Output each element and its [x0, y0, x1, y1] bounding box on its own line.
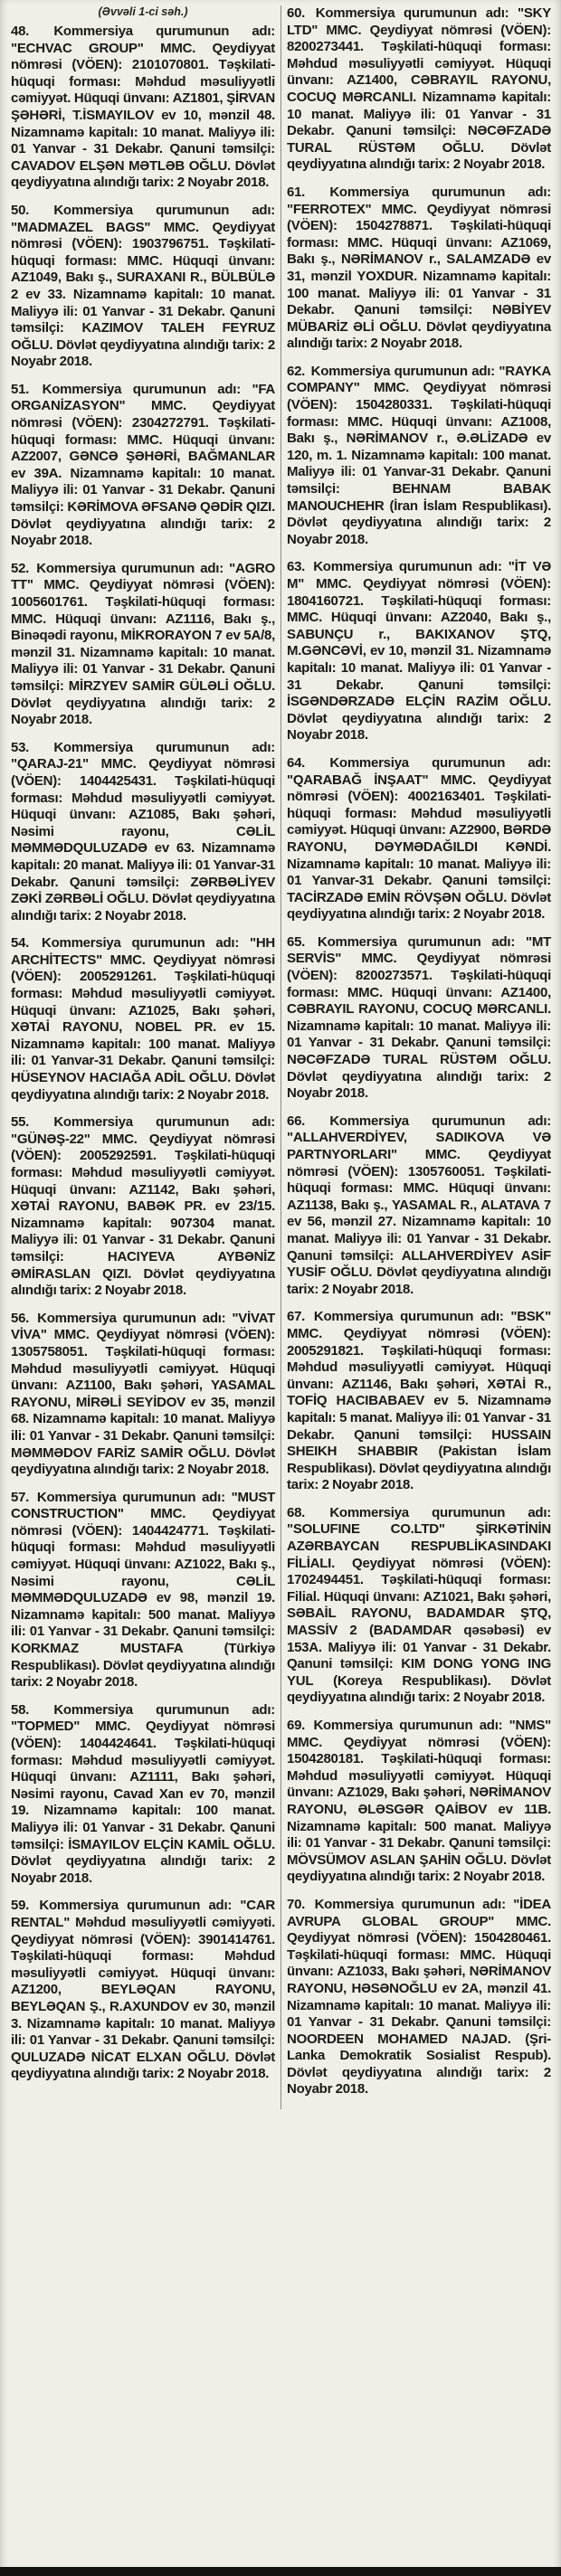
registry-entry-68	[287, 1505, 551, 1707]
registry-entry-57	[11, 1490, 275, 1691]
entry-text: Kommersiya qurumunun adı: "QARAJ-21" MMC. Qeydiyyat nömrəsi (VÖEN): 1404425431. Təşkilati-hüquqi forması: Məhdud məsuliyyətli cəmiyyət. Hüquqi ünvanı: AZ1085, Bakı şəhəri, Nəsimi rayonu, CƏLİL MƏMMƏDQULUZADƏ ev 63. Nizamnamə kapitalı: 20 manat. Maliyyə ili: 01 Yanvar-31 Dekabr. Qanuni təmsilçi: ZƏRBƏLİYEV ZƏKİ ZƏRBƏLİ OĞLU. Dövlət qeydiyyatına alındığı tarix: 2 Noyabr 2018.	[11, 739, 276, 923]
entry-number: 52.	[11, 560, 30, 576]
entry-number: 62.	[287, 363, 306, 379]
entry-number: 57.	[11, 1489, 30, 1505]
registry-entry-51	[11, 382, 275, 550]
registry-entry-69	[287, 1718, 551, 1886]
entry-number: 54.	[11, 935, 30, 952]
two-column-layout	[11, 5, 552, 2109]
entry-text: Kommersiya qurumunun adı: "FA ORGANİZASYON" MMC. Qeydiyyat nömrəsi (VÖEN): 2304272791. Təşkilati-hüquqi forması: MMC. Hüquqi ünvanı: AZ2007, GƏNCƏ ŞƏHƏRİ, BAĞMANLAR ev 39A. Nizamnamə kapitalı: 10 manat. Maliyyə ili: 01 Yanvar - 31 Dekabr. Qanuni təmsilçi: KƏRİMOVA ƏFSANƏ QƏDİR QIZI. Dövlət qeydiyyatına alındığı tarix: 2 Noyabr 2018.	[11, 381, 276, 549]
entry-text: Kommersiya qurumunun adı: "NMS" MMC. Qeydiyyat nömrəsi (VÖEN): 1504280181. Təşkilati-hüquqi forması: Məhdud məsuliyyətli cəmiyyət. Hüquqi ünvanı: AZ1029, Bakı şəhəri, NƏRİMANOV RAYONU, ƏLƏSGƏR QAİBOV ev 11B. Nizamnamə kapitalı: 500 manat. Maliyyə ili: 01 Yanvar - 31 Dekabr. Qanuni təmsilçi: MÖVSÜMOV ASLAN ŞAHİN OĞLU. Dövlət qeydiyyatına alındığı tarix: 2 Noyabr 2018.	[287, 1718, 551, 1885]
entry-text: Kommersiya qurumunun adı: "BSK" MMC. Qeydiyyat nömrəsi (VÖEN): 2005291821. Təşkilati-hüquqi forması: Məhdud məsuliyyətli cəmiyyət. Hüquqi ünvanı: AZ1146, Bakı şəhəri, XƏTAİ R., TOFİQ HACIBABAEV ev 5. Nizamnamə kapitalı: 5 manat. Maliyyə ili: 01 Yanvar - 31 Dekabr. Qanuni təmsilçi: HUSSAIN SHEIKH SHABBIR (Pakistan İslam Respublikası). Dövlət qeydiyyatına alındığı tarix: 2 Noyabr 2018.	[287, 1309, 552, 1493]
registry-entry-56	[11, 1311, 275, 1479]
registry-entry-55	[11, 1114, 275, 1300]
entry-text: Kommersiya qurumunun adı: "İT VƏ M" MMC. Qeydiyyat nömrəsi (VÖEN): 1804160721. Təşkilati-hüquqi forması: MMC. Hüquqi ünvanı: AZ2040, Bakı ş., SABUNÇU r., BAKIXANOV ŞTQ, M.GƏNCƏVİ, ev 10, mənzil 31. Nizamnamə kapitalı: 10 manat. Maliyyə ili: 01 Yanvar - 31 Dekabr. Qanuni təmsilçi: İSGƏNDƏRZADƏ ELÇİN RAZİM OĞLU. Dövlət qeydiyyatına alındığı tarix: 2 Noyabr 2018.	[287, 559, 551, 743]
entry-text: Kommersiya qurumunun adı: "AGRO TT" MMC. Qeydiyyat nömrəsi (VÖEN): 1005601761. Təşkilati-hüquqi forması: MMC. Hüquqi ünvanı: AZ1116, Bakı ş., Binəqədi rayonu, MİKRORAYON 7 ev 5A/8, mənzil 31. Nizamnamə kapitalı: 10 manat. Maliyyə ili: 01 Yanvar - 31 Dekabr. Qanuni təmsilçi: MİRZYEV SAMİR GÜLƏLİ OĞLU. Dövlət qeydiyyatına alındığı tarix: 2 Noyabr 2018.	[11, 560, 275, 728]
left-column	[11, 5, 275, 2109]
entry-text: Kommersiya qurumunun adı: "MT SERVİS" MMC. Qeydiyyat nömrəsi (VÖEN): 8200273571. Təşkilati-hüquqi forması: MMC. Hüquqi ünvanı: AZ1400, CƏBRAYIL RAYONU, COCUQ MƏRCANLI. Nizamnamə kapitalı: 10 manat. Maliyyə ili: 01 Yanvar - 31 Dekabr. Qanuni təmsilçi: NƏCƏFZADƏ TURAL RÜSTƏM OĞLU. Dövlət qeydiyyatına alındığı tarix: 2 Noyabr 2018.	[287, 933, 552, 1102]
registry-entry-61	[287, 185, 551, 353]
entry-text: Kommersiya qurumunun adı: "CAR RENTAL" Məhdud məsuliyyətli cəmiyyəti. Qeydiyyat nömrəsi (VÖEN): 3901414761. Təşkilati-hüquqi forması: Məhdud məsuliyyətli cəmiyyət. Hüquqi ünvanı: AZ1200, BEYLƏQAN RAYONU, BEYLƏQAN Ş., R.AXUNDOV ev 30, mənzil 3. Nizamnamə kapitalı: 10 manat. Maliyyə ili: 01 Yanvar - 31 Dekabr. Qanuni təmsilçi: QULUZADƏ NİCAT ELXAN OĞLU. Dövlət qeydiyyatına alındığı tarix: 2 Noyabr 2018.	[11, 1898, 275, 2082]
entry-number: 60.	[287, 5, 306, 21]
entry-number: 70.	[287, 1896, 306, 1912]
registry-entry-70	[287, 1897, 551, 2098]
entry-number: 56.	[11, 1310, 30, 1326]
entry-text: Kommersiya qurumunun adı: "ECHVAC GROUP" MMC. Qeydiyyat nömrəsi (VÖEN): 2101070801. Təşkilati-hüquqi forması: Məhdud məsuliyyətli cəmiyyət. Hüquqi ünvanı: AZ1801, ŞİRVAN ŞƏHƏRİ, T.İSMAYILOV ev 10, mənzil 48. Nizamnamə kapitalı: 10 manat. Maliyyə ili: 01 Yanvar - 31 Dekabr. Qanuni təmsilçi: CAVADOV ELŞƏN MƏTLƏB OĞLU. Dövlət qeydiyyatına alındığı tarix: 2 Noyabr 2018.	[11, 24, 276, 191]
entry-text: Kommersiya qurumunun adı: "RAYKA COMPANY" MMC. Qeydiyyat nömrəsi (VÖEN): 1504280331. Təşkilati-hüquqi forması: MMC. Hüquqi ünvanı: AZ1008, Bakı ş., NƏRİMANOV r., Ə.ƏLİZADƏ ev 120, m. 1. Nizamnamə kapitalı: 100 manat. Maliyyə ili: 01 Yanvar-31 Dekabr. Qanuni təmsilçi: BEHNAM BABAK MANOUCHEHR (İran İslam Respublikası). Dövlət qeydiyyatına alındığı tarix: 2 Noyabr 2018.	[287, 363, 551, 547]
registry-entry-52	[11, 561, 275, 729]
entry-text: Kommersiya qurumunun adı: "VİVAT VİVA" MMC. Qeydiyyat nömrəsi (VÖEN): 1305758051. Təşkilati-hüquqi forması: Məhdud məsuliyyətli cəmiyyət. Hüquqi ünvanı: AZ1100, Bakı şəhəri, YASAMAL RAYONU, MİRƏLİ SEYİDOV ev 35, mənzil 68. Nizamnamə kapitalı: 10 manat. Maliyyə ili: 01 Yanvar - 31 Dekabr. Qanuni təmsilçi: MƏMMƏDOV FARİZ SAMİR OĞLU. Dövlət qeydiyyatına alındığı tarix: 2 Noyabr 2018.	[11, 1310, 275, 1478]
entry-number: 53.	[11, 739, 30, 755]
bottom-rule	[0, 2567, 561, 2576]
entry-text: Kommersiya qurumunun adı: "TOPMED" MMC. Qeydiyyat nömrəsi (VÖEN): 1404424641. Təşkilati-hüquqi forması: Məhdud məsuliyyətli cəmiyyət. Hüquqi ünvanı: AZ1111, Bakı şəhəri, Nəsimi rayonu, Cavad Xan ev 70, mənzil 19. Nizamnamə kapitalı: 100 manat. Maliyyə ili: 01 Yanvar - 31 Dekabr. Qanuni təmsilçi: İSMAYILOV ELÇİN KAMİL OĞLU. Dövlət qeydiyyatına alındığı tarix: 2 Noyabr 2018.	[11, 1701, 276, 1886]
entry-number: 59.	[11, 1898, 30, 1914]
registry-entry-53	[11, 740, 275, 925]
entry-text: Kommersiya qurumunun adı: "SOLUFINE CO.LTD" ŞİRKƏTİNİN AZƏRBAYCAN RESPUBLİKASINDAKI FİLİALI. Qeydiyyat nömrəsi (VÖEN): 1702494451. Təşkilati-hüquqi forması: Filial. Hüquqi ünvanı: AZ1021, Bakı şəhəri, SƏBAİL RAYONU, BADAMDAR ŞTQ, MASSİV 2 (BADAMDAR qəsəbəsi) ev 153A. Maliyyə ili: 01 Yanvar - 31 Dekabr. Qanuni təmsilçi: KIM DONG YONG ING YUL (Koreya Respublikası). Dövlət qeydiyyatına alındığı tarix: 2 Noyabr 2018.	[287, 1504, 552, 1706]
entry-text: Kommersiya qurumunun adı: "MADMAZEL BAGS" MMC. Qeydiyyat nömrəsi (VÖEN): 1903796751. Təşkilati-hüquqi forması: MMC. Hüquqi ünvanı: AZ1049, Bakı ş., SURAXANI R., BÜLBÜLƏ 2 ev 33. Nizamnamə kapitalı: 10 manat. Maliyyə ili: 01 Yanvar - 31 Dekabr. Qanuni təmsilçi: KAZIMOV TALEH FEYRUZ OĞLU. Dövlət qeydiyyatına alındığı tarix: 2 Noyabr 2018.	[11, 202, 276, 370]
entry-text: Kommersiya qurumunun adı: "QARABAĞ İNŞAAT" MMC. Qeydiyyat nömrəsi (VÖEN): 4002163401. Təşkilati-hüquqi forması: Məhdud məsuliyyətli cəmiyyət. Hüquqi ünvanı: AZ2900, BƏRDƏ RAYONU, DƏYMƏDAĞILDI KƏNDİ. Nizamnamə kapitalı: 10 manat. Maliyyə ili: 01 Yanvar-31 Dekabr. Qanuni təmsilçi: TACİRZADƏ EMİN RÖVŞƏN OĞLU. Dövlət qeydiyyatına alındığı tarix: 2 Noyabr 2018.	[287, 754, 552, 923]
registry-entry-63	[287, 559, 551, 744]
entry-text: Kommersiya qurumunun adı: "FERROTEX" MMC. Qeydiyyat nömrəsi (VÖEN): 1504278871. Təşkilati-hüquqi forması: MMC. Hüquqi ünvanı: AZ1069, Bakı ş., NƏRİMANOV r., SALAMZADƏ ev 31, mənzil YOXDUR. Nizamnamə kapitalı: 100 manat. Maliyyə ili: 01 Yanvar - 31 Dekabr. Qanuni təmsilçi: NƏBİYEV MÜBARİZ ƏLİ OĞLU. Dövlət qeydiyyatına alındığı tarix: 2 Noyabr 2018.	[287, 184, 552, 352]
entry-text: Kommersiya qurumunun adı: "GÜNƏŞ-22" MMC. Qeydiyyat nömrəsi (VÖEN): 2005292591. Təşkilati-hüquqi forması: Məhdud məsuliyyətli cəmiyyət. Hüquqi ünvanı: AZ1142, Bakı şəhəri, XƏTAİ RAYONU, BABƏK PR. ev 23/15. Nizamnamə kapitalı: 907304 manat. Maliyyə ili: 01 Yanvar - 31 Dekabr. Qanuni təmsilçi: HACIYEVA AYBƏNİZ ƏMİRASLAN QIZI. Dövlət qeydiyyatına alındığı tarix: 2 Noyabr 2018.	[11, 1114, 276, 1299]
registry-entry-54	[11, 935, 275, 1103]
registry-entry-48	[11, 24, 275, 192]
column-divider	[280, 5, 281, 2109]
registry-entry-66	[287, 1113, 551, 1299]
entry-text: Kommersiya qurumunun adı: "HH ARCHİTECTS" MMC. Qeydiyyat nömrəsi (VÖEN): 2005291261. Təşkilati-hüquqi forması: Məhdud məsuliyyətli cəmiyyət. Hüquqi ünvanı: AZ1025, Bakı şəhəri, XƏTAİ RAYONU, NOBEL PR. ev 15. Nizamnamə kapitalı: 100 manat. Maliyyə ili: 01 Yanvar-31 Dekabr. Qanuni təmsilçi: HÜSEYNOV HACIAĞA ADİL OĞLU. Dövlət qeydiyyatına alındığı tarix: 2 Noyabr 2018.	[11, 935, 275, 1103]
entry-number: 50.	[11, 202, 30, 218]
registry-entry-58	[11, 1702, 275, 1888]
registry-entry-59	[11, 1898, 275, 2083]
entry-number: 61.	[287, 184, 306, 200]
entry-text: Kommersiya qurumunun adı: "İDEA AVRUPA GLOBAL GROUP" MMC. Qeydiyyat nömrəsi (VÖEN): 1504280461. Təşkilati-hüquqi forması: MMC. Hüquqi ünvanı: AZ1033, Bakı şəhəri, NƏRİMANOV RAYONU, HƏSƏNOĞLU ev 2A, mənzil 41. Nizamnamə kapitalı: 10 manat. Maliyyə ili: 01 Yanvar - 31 Dekabr. Qanuni təmsilçi: NOORDEEN MOHAMED NAJAD. (Şri-Lanka Demokratik Sosialist Respub). Dövlət qeydiyyatına alındığı tarix: 2 Noyabr 2018.	[287, 1896, 551, 2098]
entry-number: 55.	[11, 1114, 30, 1131]
registry-entry-65	[287, 934, 551, 1103]
entry-number: 65.	[287, 933, 306, 950]
entry-number: 69.	[287, 1718, 306, 1733]
entry-text: Kommersiya qurumunun adı: "ALLAHVERDİYEV, SADIKOVA VƏ PARTNYORLARI" MMC. Qeydiyyat nömrəsi (VÖEN): 1305760051. Təşkilati-hüquqi forması: MMC. Hüquqi ünvanı: AZ1138, Bakı ş., YASAMAL R., ALATAVA 7 ev 56, mənzil 27. Nizamnamə kapitalı: 10 manat. Maliyyə ili: 01 Yanvar - 31 Dekabr. Qanuni təmsilçi: ALLAHVERDİYEV ASİF YUSİF OĞLU. Dövlət qeydiyyatına alındığı tarix: 2 Noyabr 2018.	[287, 1113, 552, 1297]
registry-entry-64	[287, 755, 551, 923]
entry-number: 64.	[287, 754, 306, 771]
entry-number: 58.	[11, 1701, 30, 1718]
entry-number: 68.	[287, 1504, 306, 1520]
entry-text: Kommersiya qurumunun adı: "MUST CONSTRUCTION" MMC. Qeydiyyat nömrəsi (VÖEN): 1404424771. Təşkilati-hüquqi forması: Məhdud məsuliyyətli cəmiyyət. Hüquqi ünvanı: AZ1022, Bakı ş., Nəsimi rayonu, CƏLİL MƏMMƏDQULUZADƏ ev 98, mənzil 19. Nizamnamə kapitalı: 500 manat. Maliyyə ili: 01 Yanvar - 31 Dekabr. Qanuni təmsilçi: KORKMAZ MUSTAFA (Türkiyə Respublikası). Dövlət qeydiyyatına alındığı tarix: 2 Noyabr 2018.	[11, 1489, 275, 1690]
entry-number: 66.	[287, 1113, 306, 1129]
registry-entry-67	[287, 1309, 551, 1494]
registry-entry-60	[287, 5, 551, 174]
entry-number: 48.	[11, 24, 30, 39]
continuation-note: (Əvvəli 1-ci səh.)	[98, 5, 188, 18]
entry-number: 51.	[11, 381, 30, 397]
registry-entry-50	[11, 203, 275, 371]
entry-number: 67.	[287, 1309, 306, 1325]
entry-number: 63.	[287, 559, 306, 575]
entry-text: Kommersiya qurumunun adı: "SKY LTD" MMC. Qeydiyyat nömrəsi (VÖEN): 8200273441. Təşkilati-hüquqi forması: Məhdud məsuliyyətli cəmiyyət. Hüquqi ünvanı: AZ1400, CƏBRAYIL RAYONU, COCUQ MƏRCANLI. Nizamnamə kapitalı: 10 manat. Maliyyə ili: 01 Yanvar - 31 Dekabr. Qanuni təmsilçi: NƏCƏFZADƏ TURAL RÜSTƏM OĞLU. Dövlət qeydiyyatına alındığı tarix: 2 Noyabr 2018.	[287, 5, 552, 173]
right-column	[287, 5, 551, 2109]
registry-entry-62	[287, 364, 551, 549]
